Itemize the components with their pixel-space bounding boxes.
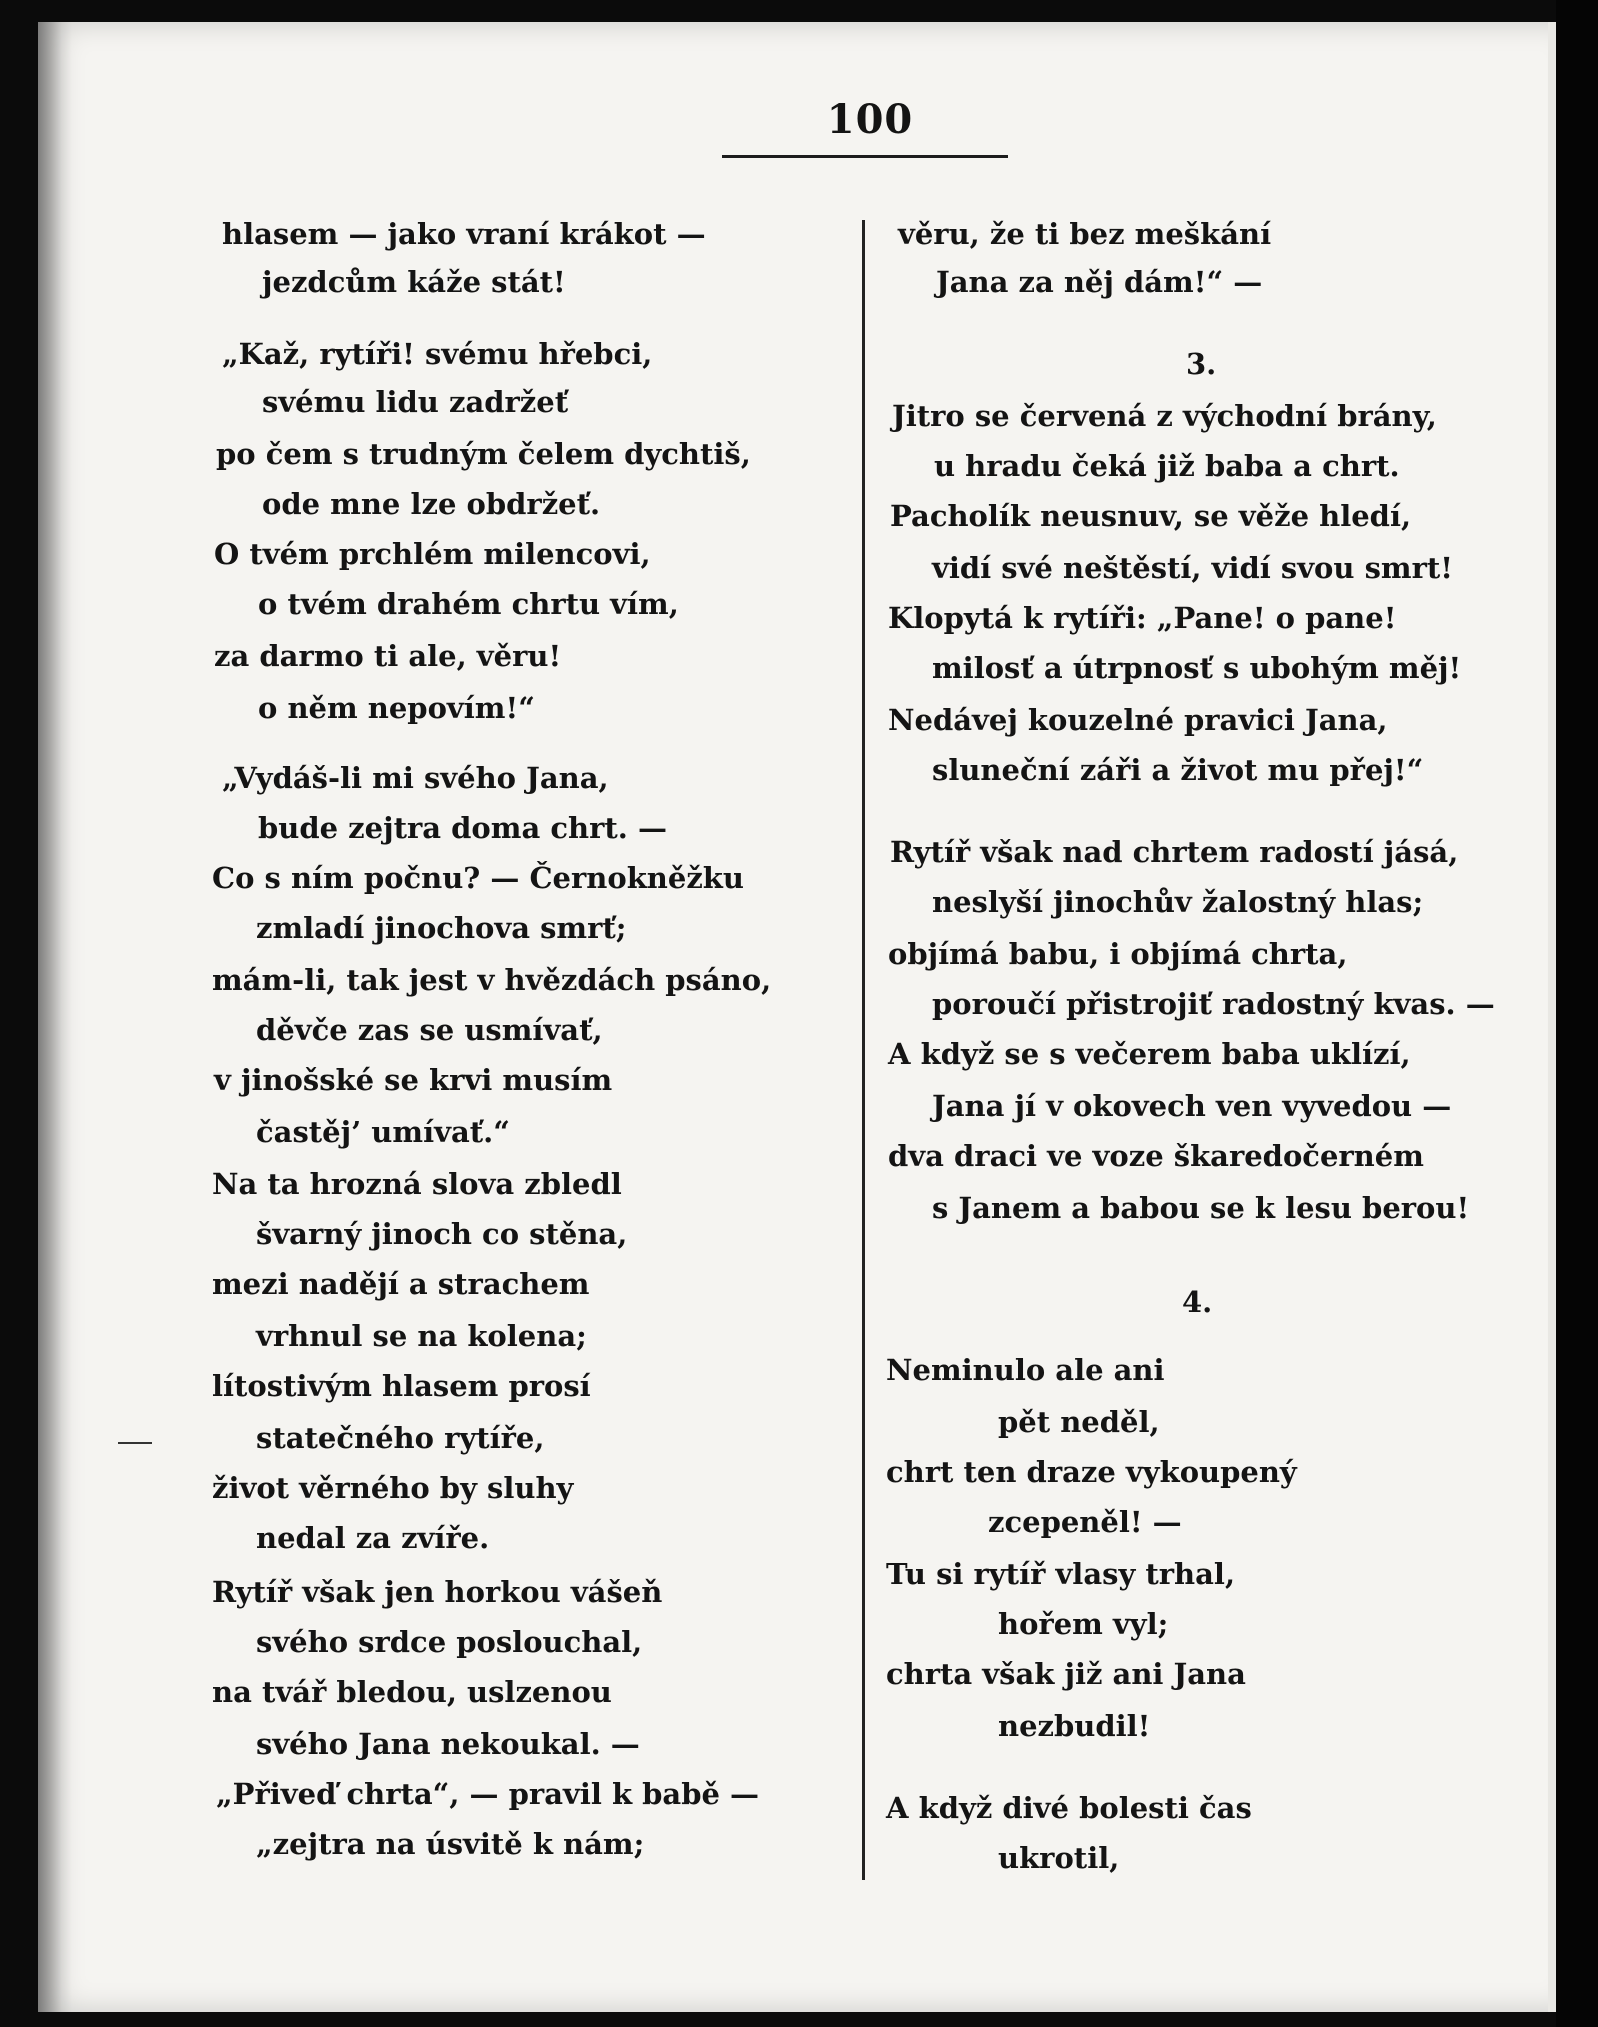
right-line: chrt ten draze vykoupený [886,1455,1297,1489]
left-line: Co s ním počnu? — Černokněžku [212,861,744,895]
right-line: Tu si rytíř vlasy trhal, [886,1557,1236,1591]
left-line: o něm nepovím!“ [258,691,535,725]
left-line: zmladí jinochova smrť; [256,911,627,945]
right-line: nezbudil! [998,1709,1151,1743]
right-line: ukrotil, [998,1841,1120,1875]
left-line: lítostivým hlasem prosí [212,1369,591,1403]
section-number: 4. [1182,1285,1213,1319]
page-gutter-shadow [38,22,72,2012]
left-line: „zejtra na úsvitě k nám; [256,1827,645,1861]
left-line: o tvém drahém chrtu vím, [258,587,679,621]
left-line: jezdcům káže stát! [262,265,566,299]
left-line: „Vydáš-li mi svého Jana, [222,761,609,795]
left-line: na tvář bledou, uslzenou [212,1675,612,1709]
left-line: nedal za zvíře. [256,1521,490,1555]
right-line: A když se s večerem baba uklízí, [888,1037,1411,1071]
scan-dark-edge [1556,0,1598,2027]
section-number: 3. [1186,347,1217,381]
right-line: Jana za něj dám!“ — [936,265,1263,299]
left-line: ode mne lze obdržeť. [262,487,601,521]
left-line: hlasem — jako vraní krákot — [222,217,706,251]
right-line: Jitro se červená z východní brány, [892,399,1437,433]
right-line: poroučí přistrojiť radostný kvas. — [932,987,1495,1021]
left-line: svého srdce poslouchal, [256,1625,643,1659]
right-line: Jana jí v okovech ven vyvedou — [932,1089,1452,1123]
left-line: mám-li, tak jest v hvězdách psáno, [212,963,772,997]
left-line: svému lidu zadržeť [262,385,569,419]
right-line: vidí své neštěstí, vidí svou smrt! [932,551,1453,585]
left-line: Na ta hrozná slova zbledl [212,1167,622,1201]
left-line: bude zejtra doma chrt. — [258,811,667,845]
left-line: častěj’ umívať.“ [256,1115,510,1149]
right-line: neslyší jinochův žalostný hlas; [932,885,1424,919]
right-line: dva draci ve voze škaredočerném [888,1139,1424,1173]
margin-mark [118,1442,152,1444]
right-line: Rytíř však nad chrtem radostí jásá, [890,835,1459,869]
right-line: u hradu čeká již baba a chrt. [934,449,1400,483]
right-line: hořem vyl; [998,1607,1169,1641]
right-line: Neminulo ale ani [886,1353,1165,1387]
left-line: po čem s trudným čelem dychtiš, [216,437,751,471]
right-line: s Janem a babou se k lesu berou! [932,1191,1470,1225]
left-line: za darmo ti ale, věru! [214,639,562,673]
right-line: sluneční záři a život mu přej!“ [932,753,1424,787]
left-line: v jinošské se krvi musím [214,1063,613,1097]
left-line: mezi nadějí a strachem [212,1267,590,1301]
left-line: svého Jana nekoukal. — [256,1727,640,1761]
right-line: milosť a útrpnosť s ubohým měj! [932,651,1462,685]
right-line: A když divé bolesti čas [886,1791,1252,1825]
right-line: Pacholík neusnuv, se věže hledí, [890,499,1412,533]
left-line: švarný jinoch co stěna, [256,1217,628,1251]
page-number-rule [722,155,1008,158]
left-line: „Kaž, rytíři! svému hřebci, [222,337,653,371]
left-line: „Přiveď chrta“, — pravil k babě — [216,1777,760,1811]
page-number: 100 [826,96,914,143]
column-divider [862,220,865,1860]
right-line: Klopytá k rytíři: „Pane! o pane! [888,601,1397,635]
column-divider-lower [862,1680,865,1880]
left-line: vrhnul se na kolena; [256,1319,587,1353]
right-line: pět neděl, [998,1405,1160,1439]
page-right-margin [1548,22,1556,2012]
left-line: děvče zas se usmívať, [256,1013,603,1047]
right-line: zcepeněl! — [988,1505,1182,1539]
left-line: O tvém prchlém milencovi, [214,537,651,571]
right-line: chrta však již ani Jana [886,1657,1246,1691]
right-line: Nedávej kouzelné pravici Jana, [888,703,1388,737]
left-line: statečného rytíře, [256,1421,545,1455]
left-line: život věrného by sluhy [212,1471,574,1505]
left-line: Rytíř však jen horkou vášeň [212,1575,663,1609]
right-line: objímá babu, i objímá chrta, [888,937,1348,971]
right-line: věru, že ti bez meškání [898,217,1272,251]
